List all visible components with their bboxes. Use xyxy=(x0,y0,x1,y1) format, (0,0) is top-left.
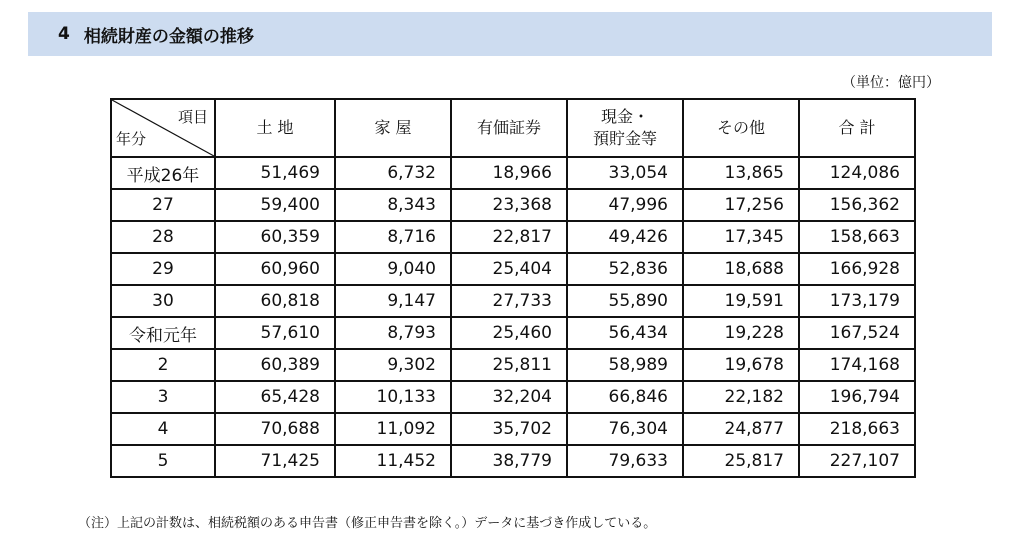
securities-cell: 18,966 xyxy=(451,157,567,189)
house-cell: 11,452 xyxy=(335,445,451,477)
other-cell: 18,688 xyxy=(683,253,799,285)
securities-cell: 35,702 xyxy=(451,413,567,445)
corner-year-label: 年分 xyxy=(116,130,147,148)
cash-cell: 55,890 xyxy=(567,285,683,317)
other-cell: 17,345 xyxy=(683,221,799,253)
securities-cell: 25,404 xyxy=(451,253,567,285)
corner-header-cell xyxy=(111,99,215,157)
total-cell: 173,179 xyxy=(799,285,915,317)
cash-cell: 49,426 xyxy=(567,221,683,253)
cash-cell: 47,996 xyxy=(567,189,683,221)
house-cell: 8,343 xyxy=(335,189,451,221)
land-cell: 57,610 xyxy=(215,317,335,349)
year-cell: 28 xyxy=(111,221,215,253)
land-cell: 71,425 xyxy=(215,445,335,477)
table-row xyxy=(111,189,915,221)
house-cell: 10,133 xyxy=(335,381,451,413)
house-cell: 11,092 xyxy=(335,413,451,445)
table-row xyxy=(111,413,915,445)
cash-cell: 76,304 xyxy=(567,413,683,445)
year-cell: 3 xyxy=(111,381,215,413)
year-cell: 30 xyxy=(111,285,215,317)
house-cell: 8,716 xyxy=(335,221,451,253)
table-row xyxy=(111,317,915,349)
unit-label: （単位：億円） xyxy=(842,75,940,91)
securities-cell: 25,460 xyxy=(451,317,567,349)
column-header-securities: 有価証券 xyxy=(451,99,567,157)
year-cell: 29 xyxy=(111,253,215,285)
land-cell: 65,428 xyxy=(215,381,335,413)
other-cell: 24,877 xyxy=(683,413,799,445)
securities-cell: 23,368 xyxy=(451,189,567,221)
cash-cell: 52,836 xyxy=(567,253,683,285)
securities-cell: 25,811 xyxy=(451,349,567,381)
land-cell: 60,359 xyxy=(215,221,335,253)
column-header-house: 家 屋 xyxy=(335,99,451,157)
total-cell: 196,794 xyxy=(799,381,915,413)
column-header-cash-line1: 現金・ xyxy=(600,107,649,126)
cash-cell: 33,054 xyxy=(567,157,683,189)
table-row xyxy=(111,285,915,317)
year-cell: 平成26年 xyxy=(111,157,215,189)
total-cell: 227,107 xyxy=(799,445,915,477)
section-header xyxy=(28,12,992,56)
total-cell: 174,168 xyxy=(799,349,915,381)
cash-cell: 79,633 xyxy=(567,445,683,477)
securities-cell: 27,733 xyxy=(451,285,567,317)
total-cell: 218,663 xyxy=(799,413,915,445)
land-cell: 60,818 xyxy=(215,285,335,317)
year-cell: 4 xyxy=(111,413,215,445)
column-header-cash-line2: 預貯金等 xyxy=(592,129,657,148)
land-cell: 60,960 xyxy=(215,253,335,285)
other-cell: 17,256 xyxy=(683,189,799,221)
securities-cell: 38,779 xyxy=(451,445,567,477)
house-cell: 8,793 xyxy=(335,317,451,349)
year-cell: 2 xyxy=(111,349,215,381)
house-cell: 9,302 xyxy=(335,349,451,381)
table-header-row xyxy=(111,99,915,157)
total-cell: 158,663 xyxy=(799,221,915,253)
total-cell: 166,928 xyxy=(799,253,915,285)
other-cell: 19,678 xyxy=(683,349,799,381)
land-cell: 51,469 xyxy=(215,157,335,189)
total-cell: 156,362 xyxy=(799,189,915,221)
land-cell: 59,400 xyxy=(215,189,335,221)
securities-cell: 22,817 xyxy=(451,221,567,253)
table-row xyxy=(111,221,915,253)
section-number: 4 xyxy=(58,24,70,44)
total-cell: 124,086 xyxy=(799,157,915,189)
section-title: 相続財産の金額の推移 xyxy=(83,26,254,47)
table-row xyxy=(111,253,915,285)
total-cell: 167,524 xyxy=(799,317,915,349)
securities-cell: 32,204 xyxy=(451,381,567,413)
column-header-cash-deposits xyxy=(567,99,683,157)
table-row xyxy=(111,157,915,189)
column-header-total: 合 計 xyxy=(799,99,915,157)
footnote: （注）上記の計数は、相続税額のある申告書（修正申告書を除く。）データに基づき作成している。 xyxy=(78,516,657,531)
other-cell: 19,228 xyxy=(683,317,799,349)
column-header-land: 土 地 xyxy=(215,99,335,157)
year-cell: 5 xyxy=(111,445,215,477)
cash-cell: 58,989 xyxy=(567,349,683,381)
other-cell: 22,182 xyxy=(683,381,799,413)
year-cell: 令和元年 xyxy=(111,317,215,349)
other-cell: 25,817 xyxy=(683,445,799,477)
table-row xyxy=(111,445,915,477)
house-cell: 9,040 xyxy=(335,253,451,285)
other-cell: 19,591 xyxy=(683,285,799,317)
year-cell: 27 xyxy=(111,189,215,221)
house-cell: 6,732 xyxy=(335,157,451,189)
other-cell: 13,865 xyxy=(683,157,799,189)
house-cell: 9,147 xyxy=(335,285,451,317)
cash-cell: 56,434 xyxy=(567,317,683,349)
land-cell: 60,389 xyxy=(215,349,335,381)
column-header-other: その他 xyxy=(683,99,799,157)
cash-cell: 66,846 xyxy=(567,381,683,413)
land-cell: 70,688 xyxy=(215,413,335,445)
corner-item-label: 項目 xyxy=(177,108,208,126)
table-row xyxy=(111,381,915,413)
estate-value-table xyxy=(110,98,916,478)
table-row xyxy=(111,349,915,381)
